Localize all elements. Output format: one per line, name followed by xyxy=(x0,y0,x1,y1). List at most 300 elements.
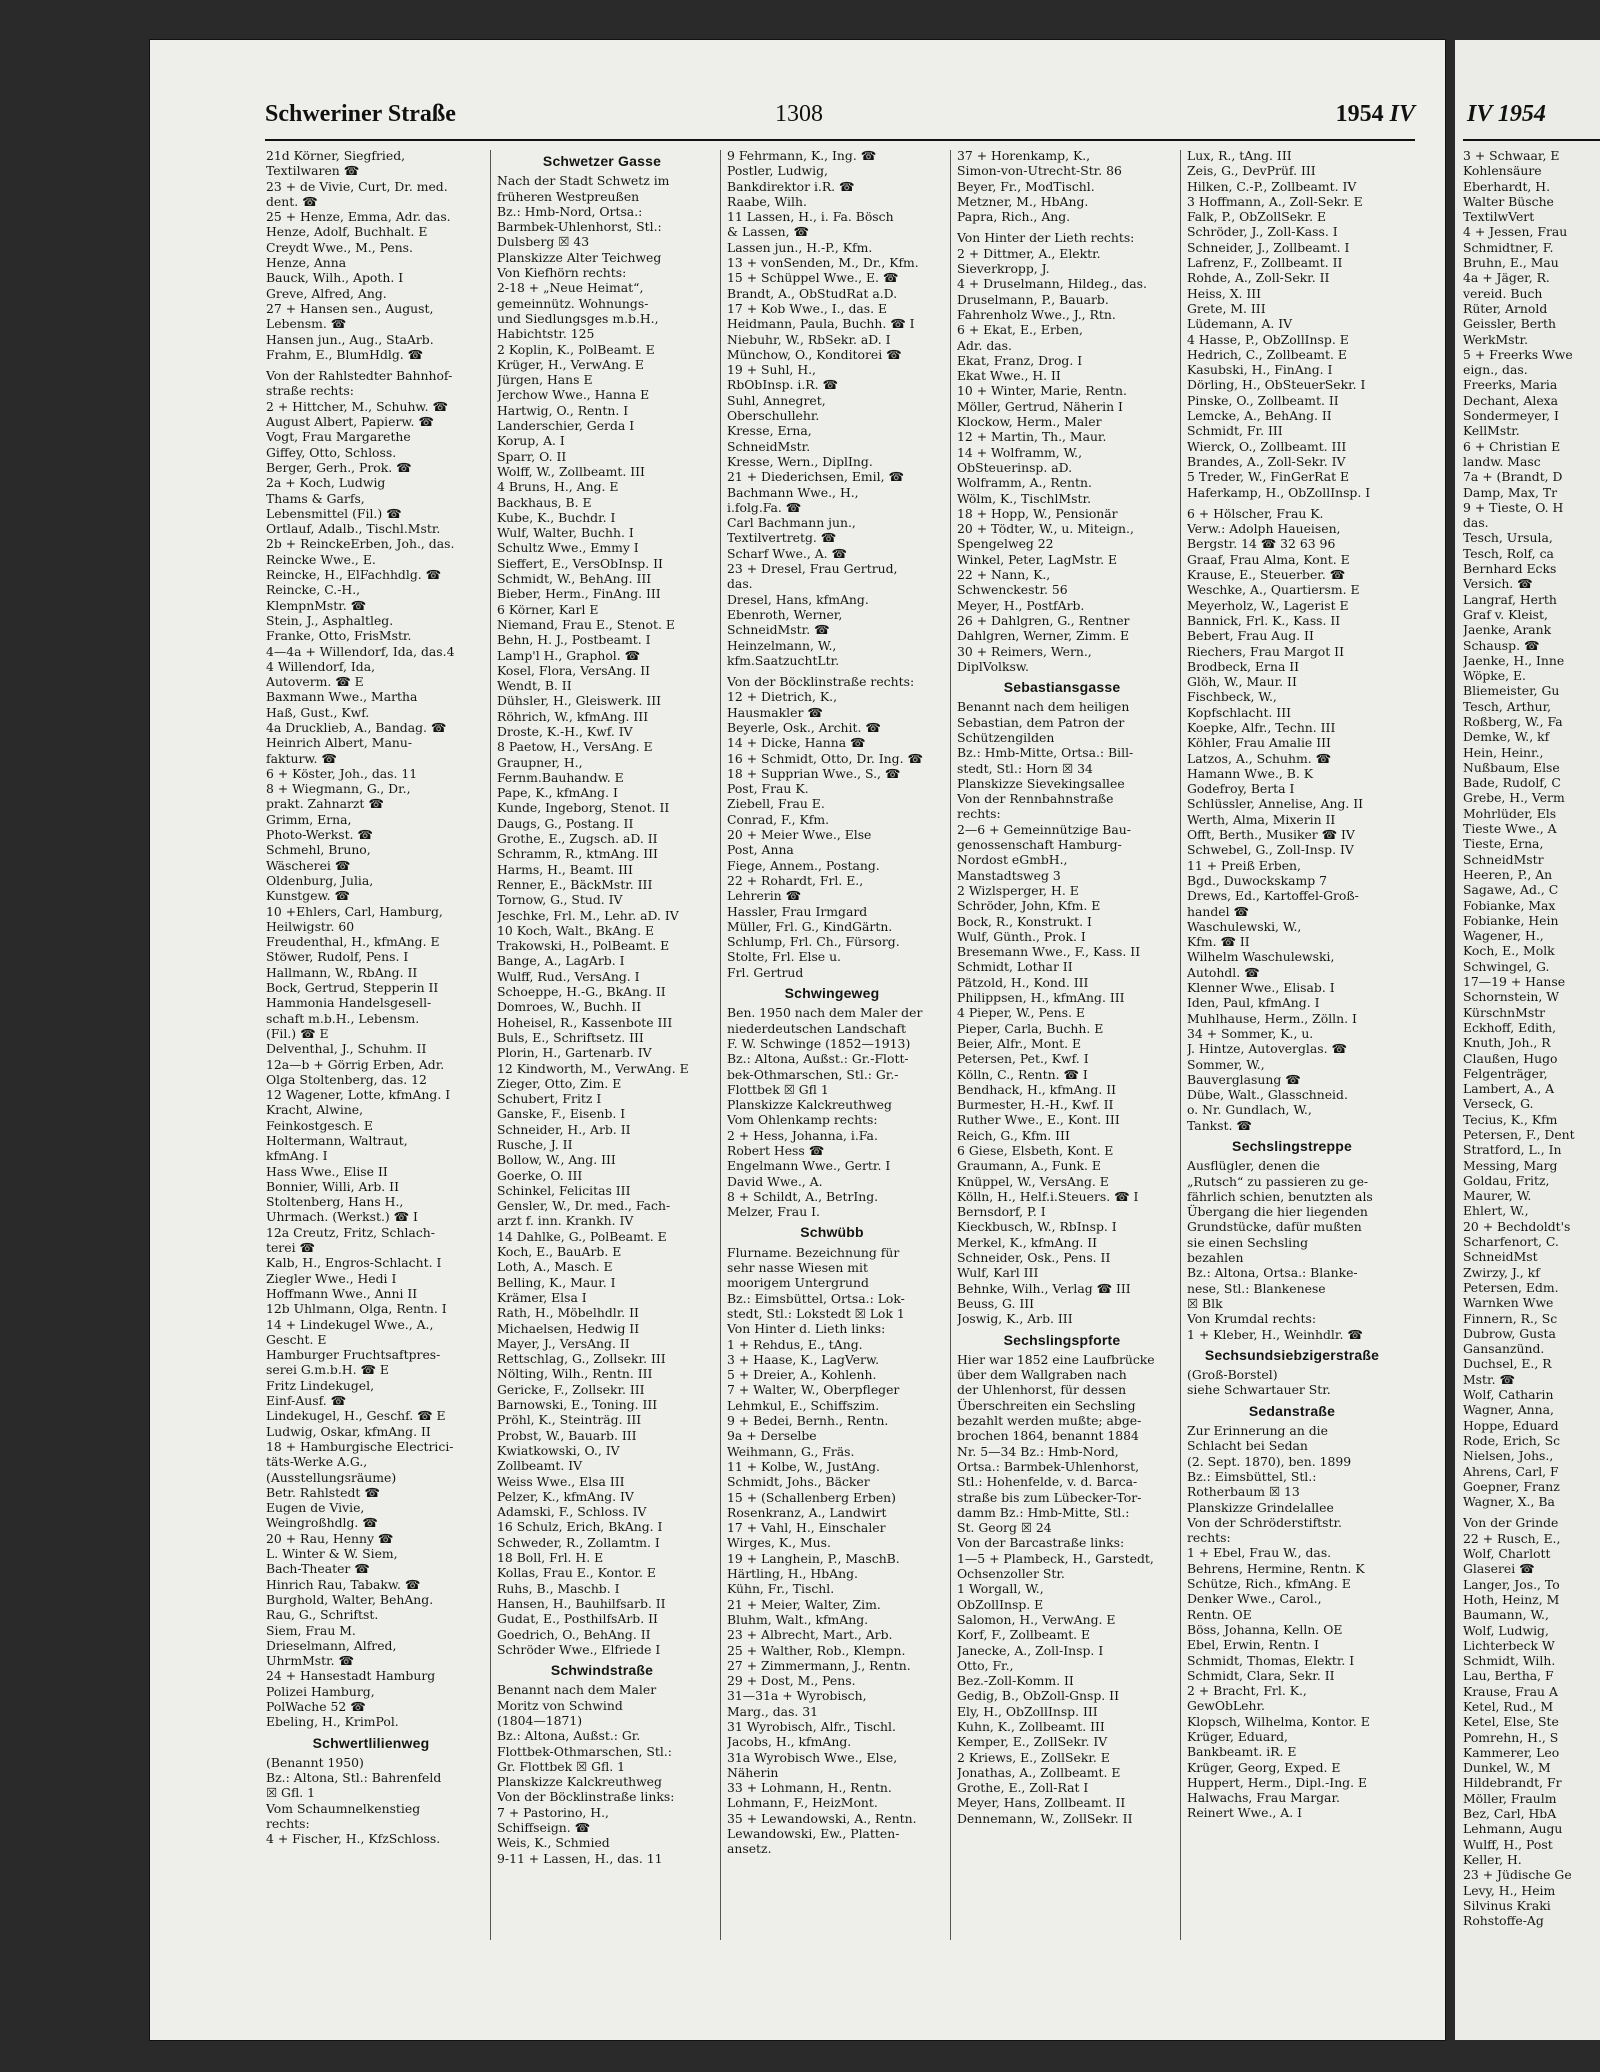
directory-entry: Meyer, H., PostfArb. xyxy=(957,597,1085,613)
directory-entry: Nölting, Wilh., Rentn. III xyxy=(497,1366,653,1382)
directory-entry: Bock, Gertrud, Stepperin II xyxy=(266,980,439,996)
directory-entry: Bz.: Hmb-Nord, Ortsa.: xyxy=(497,203,643,219)
directory-entry: 3 + Haase, K., LagVerw. xyxy=(727,1351,880,1367)
directory-entry: Pape, K., kfmAng. I xyxy=(497,785,618,801)
directory-entry: Landerschier, Gerda I xyxy=(497,418,635,434)
directory-entry: Dunkel, W., M xyxy=(1463,1760,1551,1776)
directory-entry: Ausflügler, denen die xyxy=(1187,1158,1320,1174)
directory-entry: Hass Wwe., Elise II xyxy=(266,1163,388,1179)
directory-entry: Siem, Frau M. xyxy=(266,1622,356,1638)
directory-entry: serei G.m.b.H. ☎ E xyxy=(266,1362,389,1378)
directory-entry: über dem Wallgraben nach xyxy=(957,1367,1127,1383)
directory-entry: Schausp. ☎ xyxy=(1463,637,1540,653)
directory-entry: Schneider, Osk., Pens. II xyxy=(957,1250,1111,1266)
directory-entry: Plorin, H., Gartenarb. IV xyxy=(497,1045,652,1061)
directory-entry: 4—4a + Willendorf, Ida, das.4 xyxy=(266,643,455,659)
directory-entry: Ziebell, Frau E. xyxy=(727,796,825,812)
directory-entry: Stl.: Hohenfelde, v. d. Barca- xyxy=(957,1474,1138,1490)
directory-entry: F. W. Schwinge (1852—1913) xyxy=(727,1035,911,1051)
directory-entry: Schmehl, Bruno, xyxy=(266,842,371,858)
directory-entry: Einf-Ausf. ☎ xyxy=(266,1393,347,1409)
directory-entry: Bluhm, Walt., kfmAng. xyxy=(727,1611,869,1627)
directory-entry: gemeinnütz. Wohnungs- xyxy=(497,295,649,311)
directory-entry: Hausmakler ☎ xyxy=(727,704,823,720)
directory-entry: Thams & Garfs, xyxy=(266,490,365,506)
directory-entry: Riechers, Frau Margot II xyxy=(1187,643,1344,659)
directory-entry: Vom Ohlenkamp rechts: xyxy=(727,1112,878,1128)
directory-entry: Drews, Ed., Kartoffel-Groß- xyxy=(1187,888,1359,904)
directory-entry: Koepke, Alfr., Techn. III xyxy=(1187,719,1336,735)
directory-entry: 8 Paetow, H., VersAng. E xyxy=(497,739,653,755)
directory-entry: Behn, H. J., Postbeamt. I xyxy=(497,632,651,648)
directory-entry: 18 + Supprian Wwe., S., ☎ xyxy=(727,765,901,781)
directory-entry: bek-Othmarschen, Stl.: Gr.- xyxy=(727,1066,899,1082)
directory-entry: Schmidt, Fr. III xyxy=(1187,423,1283,439)
directory-entry: sie einen Sechsling xyxy=(1187,1234,1309,1250)
directory-entry: Warnken Wwe xyxy=(1463,1295,1554,1311)
directory-entry: Planskizze Sievekingsallee xyxy=(957,775,1125,791)
directory-entry: Probst, W., Bauarb. III xyxy=(497,1427,637,1443)
directory-entry: Behnke, Wilh., Verlag ☎ III xyxy=(957,1280,1131,1296)
directory-entry: Wagener, H., xyxy=(1463,928,1544,944)
directory-entry: 33 + Lohmann, H., Rentn. xyxy=(727,1780,892,1796)
directory-entry: Merkel, K., kfmAng. II xyxy=(957,1234,1098,1250)
directory-entry: prakt. Zahnarzt ☎ xyxy=(266,796,384,812)
directory-entry: Schornstein, W xyxy=(1463,989,1559,1005)
directory-entry: 27 + Hansen sen., August, xyxy=(266,300,434,316)
directory-entry: 5 Treder, W., FinGerRat E xyxy=(1187,469,1350,485)
directory-entry: Scharfenort, C. xyxy=(1463,1234,1559,1250)
directory-entry: Brandt, A., ObStudRat a.D. xyxy=(727,285,898,301)
directory-entry: Sondermeyer, I xyxy=(1463,408,1559,424)
directory-entry: 20 + Bechdoldt's xyxy=(1463,1218,1571,1234)
directory-entry: Werth, Alma, Mixerin II xyxy=(1187,811,1336,827)
directory-entry: Lambert, A., A xyxy=(1463,1081,1555,1097)
directory-entry: Planskizze Kalckreuthweg xyxy=(727,1097,892,1113)
directory-entry: Graumann, A., Funk. E xyxy=(957,1158,1101,1174)
directory-entry: Flottbek-Othmarschen, Stl.: xyxy=(497,1743,672,1759)
directory-entry: 31 Wyrobisch, Alfr., Tischl. xyxy=(727,1718,896,1734)
directory-entry: Nr. 5—34 Bz.: Hmb-Nord, xyxy=(957,1443,1119,1459)
directory-entry: Beyerle, Osk., Archit. ☎ xyxy=(727,719,881,735)
directory-entry: Bgd., Duwockskamp 7 xyxy=(1187,872,1327,888)
directory-entry: Ebel, Erwin, Rentn. I xyxy=(1187,1637,1319,1653)
directory-entry: Köhler, Frau Amalie III xyxy=(1187,735,1331,751)
directory-entry: PolWache 52 ☎ xyxy=(266,1698,366,1714)
directory-entry: Wolff, W., Zollbeamt. III xyxy=(497,463,645,479)
directory-entry: Schlump, Frl. Ch., Fürsorg. xyxy=(727,934,900,950)
directory-entry: 8 + Schildt, A., BetrIng. xyxy=(727,1188,879,1204)
directory-entry: Suhl, Annegret, xyxy=(727,392,826,408)
directory-entry: Heinrich Albert, Manu- xyxy=(266,735,413,751)
directory-entry: Gudat, E., PosthilfsArb. II xyxy=(497,1611,658,1627)
directory-entry: Bz.: Altona, Außst.: Gr.-Flott- xyxy=(727,1051,909,1067)
directory-entry: Kammerer, Leo xyxy=(1463,1744,1560,1760)
directory-entry: 20 + Rau, Henny ☎ xyxy=(266,1530,394,1546)
directory-entry: Wolframm, A., Rentn. xyxy=(957,475,1092,491)
directory-entry: Kollas, Frau E., Kontor. E xyxy=(497,1565,656,1581)
next-page-edge xyxy=(1455,40,1600,2040)
directory-entry: 4 Bruns, H., Ang. E xyxy=(497,479,619,495)
directory-entry: Weschke, A., Quartiersm. E xyxy=(1187,582,1360,598)
directory-entry: 23 + Dresel, Frau Gertrud, xyxy=(727,561,898,577)
directory-entry: 19 + Suhl, H., xyxy=(727,362,816,378)
directory-entry: Hamann Wwe., B. K xyxy=(1187,765,1313,781)
page-header xyxy=(265,95,1415,141)
directory-entry: Klockow, Herm., Maler xyxy=(957,414,1102,430)
directory-entry: 22 + Rohardt, Frl. E., xyxy=(727,872,864,888)
directory-entry: Walter Büsche xyxy=(1463,193,1554,209)
directory-entry: Bz.: Hmb-Mitte, Ortsa.: Bill- xyxy=(957,745,1134,761)
directory-entry: 11 + Kolbe, W., JustAng. xyxy=(727,1458,880,1474)
directory-entry: das. xyxy=(727,576,753,592)
directory-entry: Haferkamp, H., ObZollInsp. I xyxy=(1187,484,1371,500)
next-page-header xyxy=(1463,95,1600,141)
directory-entry: 15 + Schüppel Wwe., E. ☎ xyxy=(727,270,899,286)
directory-entry: Von der Böcklinstraße links: xyxy=(497,1789,675,1805)
directory-entry: Pröhl, K., Steinträg. III xyxy=(497,1412,642,1428)
directory-entry: Reincke, H., ElFachhdlg. ☎ xyxy=(266,567,442,583)
directory-entry: Rüter, Arnold xyxy=(1463,300,1548,316)
directory-entry: Heiss, X. III xyxy=(1187,285,1262,301)
directory-entry: Ochsenzoller Str. xyxy=(957,1566,1065,1582)
street-heading: Sedanstraße xyxy=(1248,1402,1336,1419)
directory-entry: Dahlgren, Werner, Zimm. E xyxy=(957,628,1130,644)
directory-entry: 34 + Sommer, K., u. xyxy=(1187,1025,1314,1041)
directory-entry: Jaenke, H., Inne xyxy=(1463,652,1565,668)
directory-entry: straße rechts: xyxy=(266,383,354,399)
directory-entry: Von Hinter der Lieth rechts: xyxy=(957,230,1135,246)
directory-entry: Druselmann, P., Bauarb. xyxy=(957,291,1109,307)
directory-entry: Michaelsen, Hedwig II xyxy=(497,1320,640,1336)
directory-entry: Fahrenholz Wwe., J., Rtn. xyxy=(957,306,1116,322)
directory-entry: Jeschke, Frl. M., Lehr. aD. IV xyxy=(497,907,679,923)
directory-entry: Schwenckestr. 56 xyxy=(957,582,1068,598)
directory-entry: 3 + Schwaar, E xyxy=(1463,148,1560,163)
directory-entry: Schmidtner, F. xyxy=(1463,239,1554,255)
directory-entry: Schröder Wwe., Elfriede I xyxy=(497,1641,661,1657)
directory-entry: rechts: xyxy=(266,1816,310,1832)
directory-entry: ObSteuerinsp. aD. xyxy=(957,459,1073,475)
directory-entry: Hedrich, C., Zollbeamt. E xyxy=(1187,346,1347,362)
directory-entry: Lewandowski, Ew., Platten- xyxy=(727,1826,900,1842)
directory-entry: 6 + Ekat, E., Erben, xyxy=(957,322,1083,338)
directory-entry: rechts: xyxy=(957,806,1001,822)
directory-entry: Wendt, B. II xyxy=(497,678,572,694)
directory-entry: fährlich schien, benutzten als xyxy=(1187,1188,1373,1204)
directory-entry: Bernsdorf, P. I xyxy=(957,1204,1046,1220)
directory-entry: (1804—1871) xyxy=(497,1712,583,1728)
directory-entry: Schmidt, Wilh. xyxy=(1463,1653,1556,1669)
directory-entry: Kühn, Fr., Tischl. xyxy=(727,1581,835,1597)
directory-entry: Von der Rahlstedter Bahnhof- xyxy=(266,368,453,384)
directory-entry: 31—31a + Wyrobisch, xyxy=(727,1688,867,1704)
directory-entry: Mstr. ☎ xyxy=(1463,1371,1515,1387)
directory-entry: Weihmann, G., Fräs. xyxy=(727,1443,855,1459)
directory-entry: Von Hinter d. Lieth links: xyxy=(727,1321,886,1337)
directory-entry: Ehlert, W., xyxy=(1463,1203,1529,1219)
directory-entry: Koch, E., BauArb. E xyxy=(497,1244,622,1260)
directory-entry: Lebensmittel (Fil.) ☎ xyxy=(266,505,402,521)
directory-entry: Flottbek ☒ Gfl 1 xyxy=(727,1081,829,1097)
directory-entry: Korf, F., Zollbeamt. E xyxy=(957,1627,1091,1643)
directory-entry: Fernm.Bauhandw. E xyxy=(497,769,624,785)
directory-entry: Bannick, Frl. K., Kass. II xyxy=(1187,612,1341,628)
directory-entry: Bock, R., Konstrukt. I xyxy=(957,913,1092,929)
directory-entry: Hoppe, Eduard xyxy=(1463,1417,1559,1433)
directory-entry: Metzner, M., HbAng. xyxy=(957,193,1089,209)
directory-entry: Ganske, F., Eisenb. I xyxy=(497,1106,626,1122)
directory-entry: Wierck, O., Zollbeamt. III xyxy=(1187,438,1347,454)
directory-entry: Krüger, Eduard, xyxy=(1187,1728,1288,1744)
directory-entry: Rotherbaum ☒ 13 xyxy=(1187,1484,1300,1500)
directory-entry: Wolf, Catharin xyxy=(1463,1387,1554,1403)
directory-entry: Dubrow, Gusta xyxy=(1463,1325,1556,1341)
directory-entry: 12a Creutz, Fritz, Schlach- xyxy=(266,1224,435,1240)
directory-entry: Ortsa.: Barmbek-Uhlenhorst, xyxy=(957,1458,1140,1474)
directory-entry: Graupner, H., xyxy=(497,754,583,770)
directory-entry: Müller, Frl. G., KindGärtn. xyxy=(727,918,893,934)
directory-entry: 9a + Derselbe xyxy=(727,1428,817,1444)
directory-entry: schaft m.b.H., Lebensm. xyxy=(266,1010,420,1026)
directory-entry: Kölln, H., Helf.i.Steuers. ☎ I xyxy=(957,1188,1139,1204)
directory-entry: ansetz. xyxy=(727,1841,772,1857)
directory-entry: Kemper, E., ZollSekr. IV xyxy=(957,1734,1108,1750)
column-separator xyxy=(720,150,721,1940)
directory-entry: Bz.: Altona, Stl.: Bahrenfeld xyxy=(266,1770,442,1786)
directory-entry: siehe Schwartauer Str. xyxy=(1187,1382,1331,1398)
directory-entry: Goedrich, O., BehAng. II xyxy=(497,1626,651,1642)
directory-entry: Schmidt, Thomas, Elektr. I xyxy=(1187,1652,1355,1668)
directory-entry: Petersen, Edm. xyxy=(1463,1279,1559,1295)
directory-entry: sehr nasse Wiesen mit xyxy=(727,1260,869,1276)
directory-entry: KellMstr. xyxy=(1463,423,1520,439)
directory-entry: Huppert, Herm., Dipl.-Ing. E xyxy=(1187,1774,1368,1790)
directory-entry: Bollow, W., Ang. III xyxy=(497,1152,616,1168)
directory-entry: Schützengilden xyxy=(957,729,1055,745)
directory-entry: Eugen de Vivie, xyxy=(266,1500,365,1516)
directory-entry: Lamp'l H., Graphol. ☎ xyxy=(497,647,641,663)
directory-entry: Nach der Stadt Schwetz im xyxy=(497,173,670,189)
directory-entry: Giffey, Otto, Schloss. xyxy=(266,444,397,460)
directory-entry: Beyer, Fr., ModTischl. xyxy=(957,178,1095,194)
directory-entry: Kresse, Wern., DiplIng. xyxy=(727,453,873,469)
directory-entry: 1 + Rehdus, E., tAng. xyxy=(727,1336,863,1352)
directory-entry: Näherin xyxy=(727,1764,779,1780)
directory-entry: Bruhn, E., Mau xyxy=(1463,255,1559,271)
directory-entry: 18 + Hopp, W., Pensionär xyxy=(957,505,1118,521)
column-separator xyxy=(490,150,491,1940)
directory-entry: 4 Pieper, W., Pens. E xyxy=(957,1005,1085,1021)
directory-entry: 2-18 + „Neue Heimat“, xyxy=(497,280,644,296)
year-volume xyxy=(1336,101,1415,128)
directory-entry: Tesch, Rolf, ca xyxy=(1463,545,1554,561)
directory-entry: Pätzold, H., Kond. III xyxy=(957,974,1089,990)
directory-entry: Carl Bachmann jun., xyxy=(727,515,856,531)
directory-entry: Stoltenberg, Hans H., xyxy=(266,1194,404,1210)
directory-entry: Von Kiefhörn rechts: xyxy=(497,265,627,281)
directory-entry: Krüger, H., VerwAng. E xyxy=(497,356,644,372)
directory-entry: ☒ Gfl. 1 xyxy=(266,1785,315,1801)
directory-entry: Latzos, A., Schuhm. ☎ xyxy=(1187,750,1332,766)
directory-entry: Lindekugel, H., Geschf. ☎ E xyxy=(266,1408,446,1424)
directory-entry: Wulff, H., Post xyxy=(1463,1836,1553,1852)
directory-entry: Gedig, B., ObZoll-Gnsp. II xyxy=(957,1688,1119,1704)
directory-entry: Schlacht bei Sedan xyxy=(1187,1438,1308,1454)
directory-entry: Bez.-Zoll-Komm. II xyxy=(957,1673,1074,1689)
directory-entry: Bankdirektor i.R. ☎ xyxy=(727,178,855,194)
directory-entry: 2 + Bracht, Frl. K., xyxy=(1187,1683,1307,1699)
directory-entry: Engelmann Wwe., Gertr. I xyxy=(727,1158,891,1174)
directory-entry: Böss, Johanna, Kelln. OE xyxy=(1187,1621,1343,1637)
directory-entry: Stolte, Frl. Else u. xyxy=(727,949,841,965)
directory-entry: Adr. das. xyxy=(957,337,1012,353)
directory-entry: 6 + Christian E xyxy=(1463,438,1561,454)
directory-entry: 12a—b + Görrig Erben, Adr. xyxy=(266,1056,445,1072)
directory-entry: Zollbeamt. IV xyxy=(497,1458,583,1474)
directory-entry: Harms, H., Beamt. III xyxy=(497,861,633,877)
directory-entry: Schmidt, Johs., Bäcker xyxy=(727,1474,870,1490)
directory-entry: Zwirzy, J., kf xyxy=(1463,1264,1540,1280)
directory-entry: Franke, Otto, FrisMstr. xyxy=(266,628,412,644)
directory-entry: 2 Wizlsperger, H. E xyxy=(957,882,1079,898)
directory-entry: 6 Giese, Elsbeth, Kont. E xyxy=(957,1143,1114,1158)
directory-entry: Gericke, F., Zollsekr. III xyxy=(497,1381,645,1397)
directory-entry: Gansanzünd. xyxy=(1463,1341,1545,1357)
directory-entry: Fiege, Annem., Postang. xyxy=(727,857,880,873)
directory-entry: fakturw. ☎ xyxy=(266,750,337,766)
directory-entry: Lemcke, A., BehAng. II xyxy=(1187,408,1332,424)
directory-entry: 12 Kindworth, M., VerwAng. E xyxy=(497,1060,689,1076)
directory-entry: St. Georg ☒ 24 xyxy=(957,1520,1052,1536)
directory-entry: Brandes, A., Zoll-Sekr. IV xyxy=(1187,453,1346,469)
directory-entry: Münchow, O., Konditorei ☎ xyxy=(727,346,902,362)
directory-entry: Langraf, Herth xyxy=(1463,591,1557,607)
directory-entry: Graaf, Frau Alma, Kont. E xyxy=(1187,551,1350,567)
directory-entry: Schröder, John, Kfm. E xyxy=(957,898,1101,914)
directory-entry: Kunstgew. ☎ xyxy=(266,888,350,904)
directory-entry: 29 + Dost, M., Pens. xyxy=(727,1673,856,1689)
directory-entry: Tecius, K., Kfm xyxy=(1463,1111,1558,1127)
directory-entry: Planskizze Alter Teichweg xyxy=(497,249,662,265)
directory-entry: Schmidt, Clara, Sekr. II xyxy=(1187,1667,1335,1683)
directory-entry: Hoffmann Wwe., Anni II xyxy=(266,1285,418,1301)
directory-entry: Post, Frau K. xyxy=(727,781,809,797)
column-5 xyxy=(1187,148,1397,1821)
directory-entry: Koch, E., Molk xyxy=(1463,943,1555,959)
directory-entry: DiplVolksw. xyxy=(957,658,1029,674)
directory-entry: Wölm, K., TischlMstr. xyxy=(957,490,1092,506)
directory-entry: Wulf, Walter, Buchh. I xyxy=(497,525,634,541)
directory-entry: Krüger, Georg, Exped. E xyxy=(1187,1759,1341,1775)
directory-entry: Härtling, H., HbAng. xyxy=(727,1566,858,1582)
directory-entry: 17 + Kob Wwe., I., das. E xyxy=(727,300,888,316)
directory-entry: damm Bz.: Hmb-Mitte, Stl.: xyxy=(957,1504,1130,1520)
directory-entry: 24 + Hansestadt Hamburg xyxy=(266,1668,436,1684)
directory-entry: 7 + Walter, W., Oberpfleger xyxy=(727,1382,900,1398)
directory-entry: Nußbaum, Else xyxy=(1463,759,1560,775)
directory-entry: Brodbeck, Erna II xyxy=(1187,658,1300,674)
directory-entry: Glaserei ☎ xyxy=(1463,1561,1535,1577)
directory-entry: Loth, A., Masch. E xyxy=(497,1259,613,1275)
directory-entry: (Ausstellungsräume) xyxy=(266,1469,397,1485)
directory-entry: Sieffert, E., VersObInsp. II xyxy=(497,555,663,571)
directory-entry: Petersen, F., Dent xyxy=(1463,1127,1575,1142)
directory-entry: Niebuhr, W., RbSekr. aD. I xyxy=(727,331,891,347)
directory-entry: Burghold, Walter, BehAng. xyxy=(266,1591,434,1607)
directory-entry: Kosel, Flora, VersAng. II xyxy=(497,662,651,678)
directory-entry: Ketel, Else, Ste xyxy=(1463,1714,1559,1730)
directory-entry: 21 + Meier, Walter, Zim. xyxy=(727,1596,881,1612)
directory-entry: Kwiatkowski, O., IV xyxy=(497,1442,620,1458)
directory-entry: Damp, Max, Tr xyxy=(1463,484,1558,500)
next-page-header-text: IV 1954 xyxy=(1467,101,1546,127)
directory-entry: Claußen, Hugo xyxy=(1463,1050,1558,1066)
directory-entry: Hallmann, W., RbAng. II xyxy=(266,964,418,980)
directory-entry: 27 + Zimmermann, J., Rentn. xyxy=(727,1657,911,1673)
directory-entry: stedt, Stl.: Horn ☒ 34 xyxy=(957,760,1093,776)
directory-entry: Silvinus Kraki xyxy=(1463,1897,1551,1913)
directory-entry: Oberschullehr. xyxy=(727,408,820,424)
directory-entry: 12b Uhlmann, Olga, Rentn. I xyxy=(266,1301,447,1317)
directory-entry: Ruhs, B., Maschb. I xyxy=(497,1580,620,1596)
directory-entry: Winkel, Peter, LagMstr. E xyxy=(957,551,1118,567)
directory-entry: Jonathas, A., Zollbeamt. E xyxy=(957,1764,1121,1780)
directory-entry: Schröder, J., Zoll-Kass. I xyxy=(1187,224,1338,240)
directory-entry: Wolf, Ludwig, xyxy=(1463,1622,1549,1638)
directory-entry: 6 + Hölscher, Frau K. xyxy=(1187,505,1324,521)
directory-entry: brochen 1864, benannt 1884 xyxy=(957,1428,1139,1444)
directory-entry: 10 +Ehlers, Carl, Hamburg, xyxy=(266,903,443,919)
directory-entry: SchneidMstr. ☎ xyxy=(727,622,830,638)
directory-entry: Reincke Wwe., E. xyxy=(266,551,376,567)
directory-entry: 16 Schulz, Erich, BkAng. I xyxy=(497,1519,663,1535)
directory-entry: Tesch, Arthur, xyxy=(1463,698,1552,714)
directory-entry: 4 Hasse, P., ObZollInsp. E xyxy=(1187,331,1349,347)
directory-entry: Fobianke, Hein xyxy=(1463,912,1559,928)
directory-entry: Hamburger Fruchtsaftpres- xyxy=(266,1347,441,1363)
directory-entry: Papra, Rich., Ang. xyxy=(957,209,1071,225)
directory-entry: TextilwVert xyxy=(1463,209,1535,225)
directory-entry: dent. ☎ xyxy=(266,193,318,209)
directory-entry: Weingroßhdlg. ☎ xyxy=(266,1515,378,1531)
directory-entry: KürschnMstr xyxy=(1463,1004,1546,1020)
directory-entry: Goerke, O. III xyxy=(497,1167,583,1183)
directory-entry: Stratford, L., In xyxy=(1463,1142,1562,1158)
directory-entry: Bz.: Eimsbüttel, Ortsa.: Lok- xyxy=(727,1290,905,1306)
directory-entry: Weiss Wwe., Elsa III xyxy=(497,1473,625,1489)
directory-entry: Beier, Alfr., Mont. E xyxy=(957,1035,1082,1051)
directory-entry: Ben. 1950 nach dem Maler der xyxy=(727,1005,923,1021)
directory-entry: 12 + Dietrich, K., xyxy=(727,689,838,705)
directory-entry: SchneidMstr xyxy=(1463,851,1544,867)
directory-entry: Heeren, P., An xyxy=(1463,866,1553,882)
directory-entry: Hansen jun., Aug., StaArb. xyxy=(266,331,434,347)
directory-entry: Kuhn, K., Zollbeamt. III xyxy=(957,1718,1105,1734)
directory-entry: Sommer, W., xyxy=(1187,1056,1265,1072)
directory-entry: Krause, E., Steuerber. ☎ xyxy=(1187,567,1346,583)
directory-entry: Flurname. Bezeichnung für xyxy=(727,1244,900,1260)
directory-entry: J. Hintze, Autoverglas. ☎ xyxy=(1187,1041,1347,1057)
directory-entry: Olga Stoltenberg, das. 12 xyxy=(266,1071,427,1087)
directory-entry: Ekat, Franz, Drog. I xyxy=(957,352,1083,368)
directory-entry: Sagawe, Ad., C xyxy=(1463,882,1559,898)
street-heading: Sechslingstreppe xyxy=(1232,1138,1352,1154)
directory-entry: Holtermann, Waltraut, xyxy=(266,1133,408,1148)
directory-entry: Bankbeamt. iR. E xyxy=(1187,1744,1297,1760)
directory-entry: 35 + Lewandowski, A., Rentn. xyxy=(727,1810,917,1826)
directory-entry: 2b + ReinckeErben, Joh., das. xyxy=(266,536,455,552)
